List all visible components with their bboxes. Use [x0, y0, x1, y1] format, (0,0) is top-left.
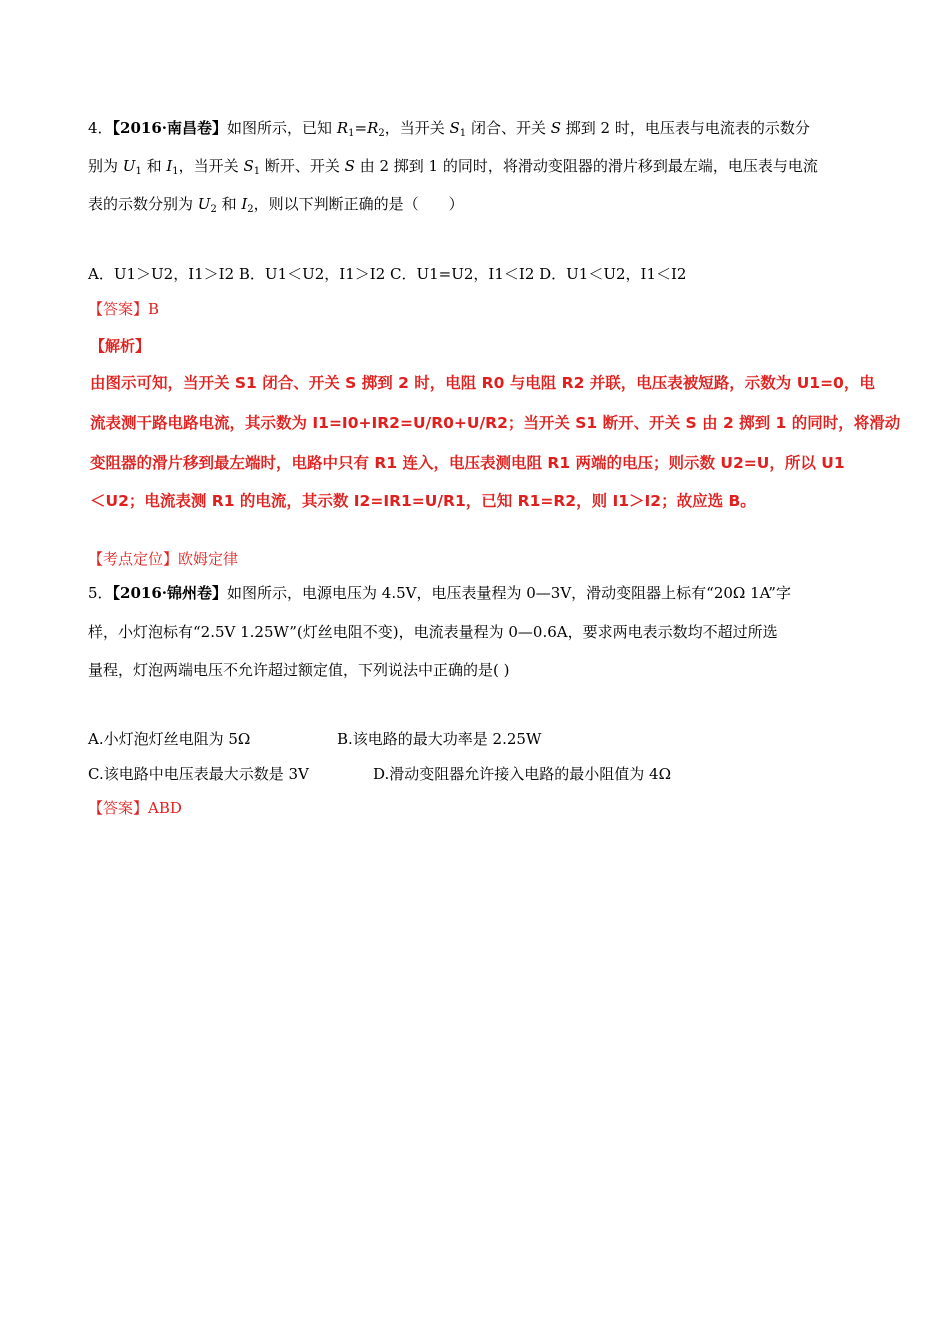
- var: R: [336, 119, 349, 137]
- q4-text: ，当开关: [178, 157, 244, 175]
- sub: 2: [247, 204, 254, 215]
- q4-keypoint: [88, 549, 238, 569]
- q4-text: 和: [141, 157, 167, 175]
- q4-text: 断开、开关: [260, 157, 345, 175]
- q5-source: 【2016·锦州卷】: [112, 584, 228, 602]
- q5-option-d: D.滑动变阻器允许接入电路的最小阻值为 4Ω: [373, 765, 672, 783]
- analysis-line-4: ＜U2；电流表测 R1 的电流，其示数 I2=IR1=U/R1，已知 R1=R2，则 I1＞I2；故应选 B。: [90, 492, 756, 510]
- q4-line-3: [88, 194, 464, 214]
- q4-text: 由 2 掷到 1 的同时，将滑动变阻器的滑片移到最左端，电压表与电流: [354, 157, 818, 175]
- q4-line-2: [88, 156, 818, 176]
- var: I: [241, 195, 248, 213]
- q5-answer: [88, 798, 182, 818]
- q4-line-1: [88, 118, 810, 138]
- var: S: [550, 119, 561, 137]
- keypoint-label: 【考点定位】: [88, 550, 179, 568]
- var: S: [344, 157, 355, 175]
- q4-text: 掷到 2 时，电压表与电流表的示数分: [561, 119, 810, 137]
- sub: 1: [172, 166, 179, 177]
- sub: 1: [459, 128, 467, 139]
- q5-text: 如图所示，电源电压为 4.5V，电压表量程为 0—3V，滑动变阻器上标有“20Ω 1A”字: [227, 584, 791, 602]
- answer-label: 【答案】: [88, 300, 149, 318]
- q5-option-a: A.小灯泡灯丝电阻为 5Ω: [88, 730, 251, 748]
- q4-text: 闭合、开关: [466, 119, 551, 137]
- q4-text: ，则以下判断正确的是（ ）: [253, 195, 464, 213]
- q4-number: 4．: [88, 119, 113, 137]
- q4-analysis-label: 【解析】: [90, 337, 151, 355]
- sub: 1: [253, 166, 261, 177]
- keypoint-value: 欧姆定律: [178, 550, 239, 568]
- sub: 2: [210, 204, 217, 215]
- answer-value: ABD: [148, 799, 182, 817]
- sub: 1: [135, 166, 142, 177]
- analysis-line-2: 流表测干路电路电流，其示数为 I1=I0+IR2=U/R0+U/R2；当开关 S1 断开、开关 S 由 2 掷到 1 的同时，将滑动: [90, 414, 901, 432]
- q4-options: A．U1＞U2，I1＞I2 B．U1＜U2，I1＞I2 C．U1=U2，I1＜I2 D．U1＜U2，I1＜I2: [88, 265, 687, 283]
- q4-text: ，当开关: [384, 119, 450, 137]
- q4-text: 和: [216, 195, 242, 213]
- q4-text: 如图所示，已知: [227, 119, 337, 137]
- q4-answer: [88, 299, 159, 319]
- q5-line-2: 样，小灯泡标有“2.5V 1.25W”(灯丝电阻不变)，电流表量程为 0—0.6A，要求两电表示数均不超过所选: [88, 623, 778, 641]
- q5-line-1: [88, 583, 791, 603]
- answer-value: B: [148, 300, 160, 318]
- var: S: [243, 157, 254, 175]
- q5-line-3: 量程，灯泡两端电压不允许超过额定值，下列说法中正确的是( ): [88, 661, 510, 679]
- var: I: [166, 157, 173, 175]
- q4-text: 别为: [88, 157, 123, 175]
- var: S: [449, 119, 460, 137]
- var: U: [122, 157, 136, 175]
- q5-option-c: C.该电路中电压表最大示数是 3V: [88, 765, 309, 783]
- answer-label: 【答案】: [88, 799, 149, 817]
- sub: 2: [378, 128, 385, 139]
- var: R: [367, 119, 379, 137]
- analysis-line-1: 由图示可知，当开关 S1 闭合、开关 S 掷到 2 时，电阻 R0 与电阻 R2 并联，电压表被短路，示数为 U1=0，电: [90, 374, 875, 392]
- analysis-line-3: 变阻器的滑片移到最左端时，电路中只有 R1 连入，电压表测电阻 R1 两端的电压；则示数 U2=U，所以 U1: [90, 454, 845, 472]
- q4-text: 表的示数分别为: [88, 195, 198, 213]
- sub: 1: [348, 128, 355, 139]
- q4-source: 【2016·南昌卷】: [112, 119, 228, 137]
- q4-text: =: [354, 119, 368, 137]
- var: U: [197, 195, 211, 213]
- q5-number: 5．: [88, 584, 113, 602]
- q5-option-b: B.该电路的最大功率是 2.25W: [337, 730, 542, 748]
